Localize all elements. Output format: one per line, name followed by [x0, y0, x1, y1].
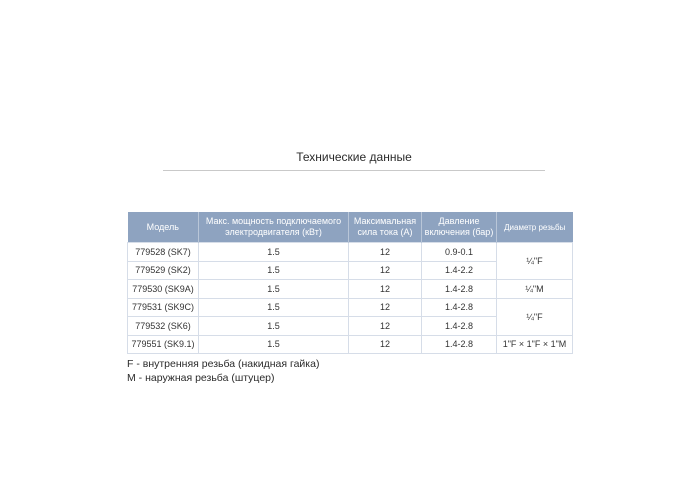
cell-pressure: 1.4-2.8: [422, 298, 497, 317]
cell-model: 779551 (SK9.1): [128, 335, 199, 354]
footnote-f: F - внутренняя резьба (накидная гайка): [127, 358, 320, 370]
cell-power: 1.5: [199, 317, 349, 336]
cell-current: 12: [349, 261, 422, 280]
cell-pressure: 1.4-2.2: [422, 261, 497, 280]
section-heading: Технические данные: [296, 150, 412, 164]
cell-model: 779528 (SK7): [128, 243, 199, 262]
cell-current: 12: [349, 335, 422, 354]
cell-current: 12: [349, 298, 422, 317]
header-power: Макс. мощность подключаемого электродвигателя (кВт): [199, 212, 349, 243]
cell-model: 779530 (SK9A): [128, 280, 199, 299]
cell-model: 779529 (SK2): [128, 261, 199, 280]
cell-current: 12: [349, 280, 422, 299]
cell-power: 1.5: [199, 335, 349, 354]
cell-thread: ¼"F: [497, 243, 573, 280]
heading-divider: [163, 170, 545, 171]
table-row: [128, 280, 573, 299]
cell-power: 1.5: [199, 298, 349, 317]
table-row: [128, 243, 573, 262]
cell-model: 779531 (SK9C): [128, 298, 199, 317]
table-row: [128, 298, 573, 317]
cell-power: 1.5: [199, 280, 349, 299]
table-row: [128, 335, 573, 354]
header-thread: Диаметр резьбы: [497, 212, 573, 243]
cell-power: 1.5: [199, 261, 349, 280]
cell-current: 12: [349, 317, 422, 336]
cell-pressure: 1.4-2.8: [422, 280, 497, 299]
cell-thread: 1"F × 1"F × 1"M: [497, 335, 573, 354]
cell-pressure: 1.4-2.8: [422, 335, 497, 354]
header-current: Максимальная сила тока (А): [349, 212, 422, 243]
cell-pressure: 1.4-2.8: [422, 317, 497, 336]
footnotes: [127, 357, 319, 385]
cell-power: 1.5: [199, 243, 349, 262]
cell-thread: ¼"F: [497, 298, 573, 335]
cell-model: 779532 (SK6): [128, 317, 199, 336]
cell-thread: ¼"M: [497, 280, 573, 299]
header-pressure: Давление включения (бар): [422, 212, 497, 243]
header-model: Модель: [128, 212, 199, 243]
specs-table: [127, 212, 573, 354]
cell-pressure: 0.9-0.1: [422, 243, 497, 262]
table-header-row: [128, 212, 573, 243]
footnote-m: M - наружная резьба (штуцер): [127, 372, 275, 384]
cell-current: 12: [349, 243, 422, 262]
